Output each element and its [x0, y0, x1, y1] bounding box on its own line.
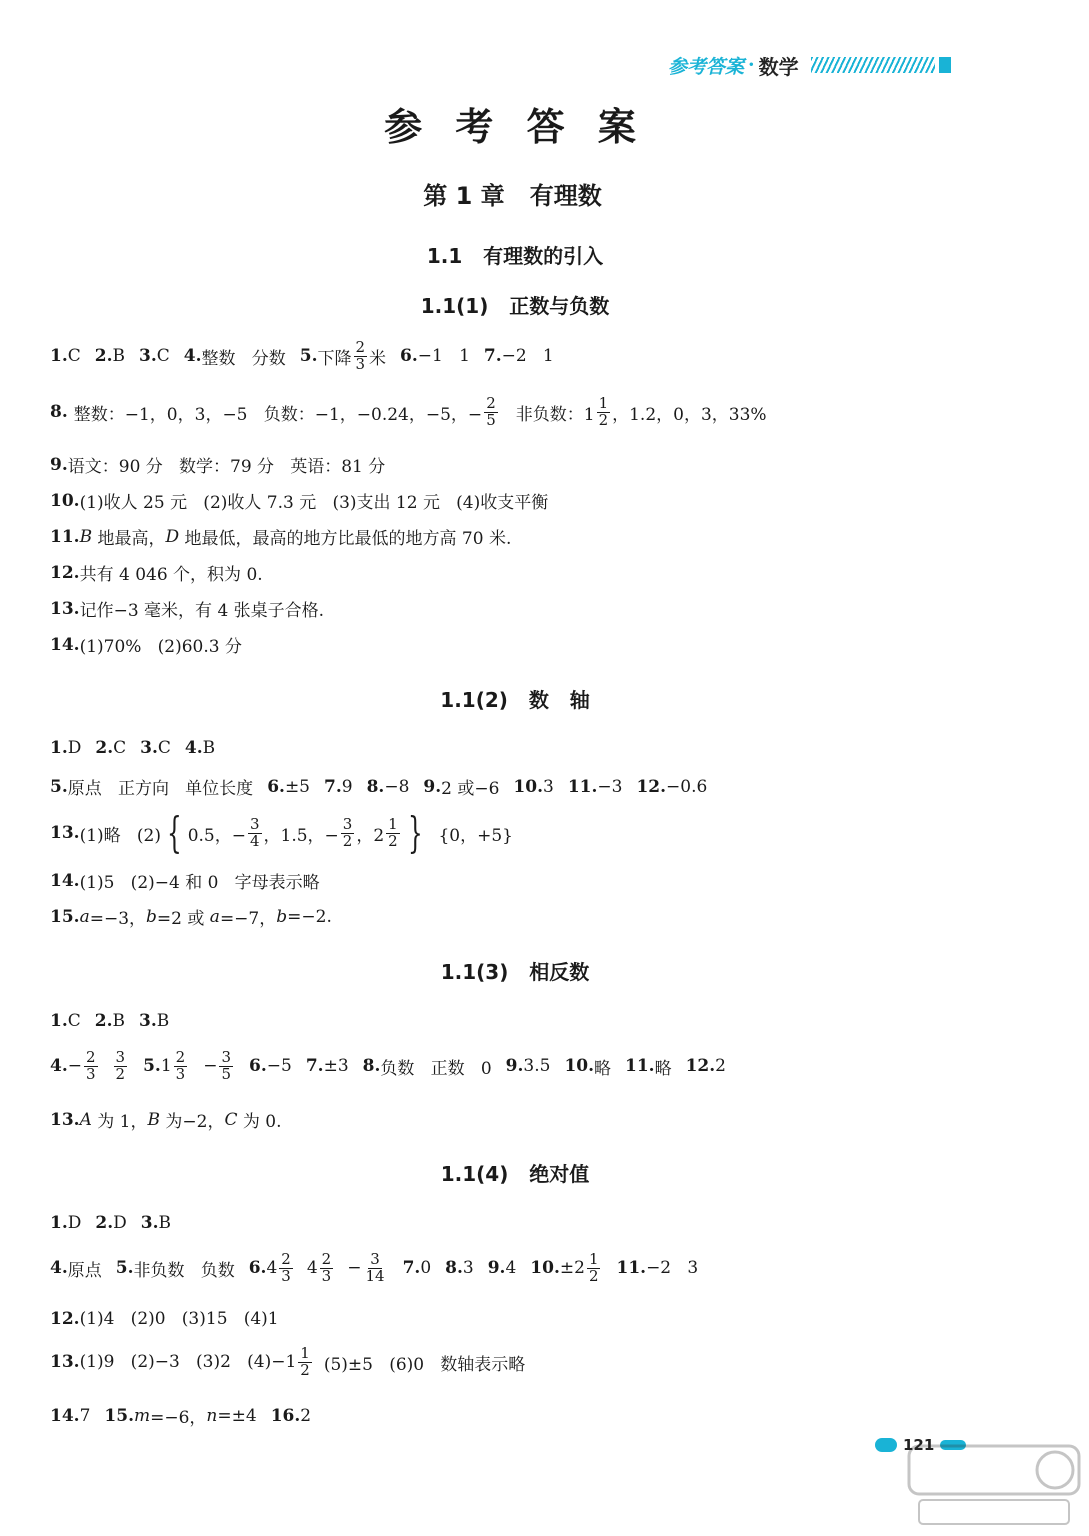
page-number-text: 121 [903, 1436, 935, 1454]
answer-line: 1. C 2. B 3. B [50, 1011, 170, 1031]
q-num: 6. [400, 346, 418, 367]
answer: 下降 [317, 348, 352, 369]
answer-line: 5. 原点 正方向 单位长度 6. ±5 7. 9 8. −8 9. 2 或−6 10. 3 11. −3 12. −0.6 [50, 776, 708, 799]
section-heading-1-1-2: 1.1(2) 数 轴 [440, 688, 590, 712]
q-num: 7. [483, 346, 502, 367]
answer: ，1.2，0，3，33% [612, 404, 767, 425]
q-num: 14. [50, 634, 80, 655]
fraction: $\frac{3}{14}$ [365, 1250, 385, 1285]
fraction: $\frac{1}{2}$ [598, 394, 609, 429]
answer-line [50, 488, 548, 513]
page-pill-left [875, 1438, 897, 1452]
section-heading-1-1-3: 1.1(3) 相反数 [440, 960, 590, 984]
answer: 整数 分数 [201, 348, 286, 369]
section-heading-1-1-1: 1.1(1) 正数与负数 [420, 294, 610, 318]
q-num: 5. [299, 346, 318, 367]
answer: 米 [369, 348, 387, 369]
q-num: 3. [139, 346, 157, 367]
answer-line [50, 632, 242, 657]
header-answers-label: 参考答案 [668, 55, 745, 78]
answer-line: 13. (1)略 (2) { 0.5，− $\frac{3}{4}$ ，1.5，− $\frac{3}{2}$ ，2 $\frac{1}{2}$ } {0，+5} [50, 808, 513, 857]
q-num: 11. [50, 526, 80, 547]
q-num: 12. [50, 562, 80, 583]
header-tag [668, 52, 951, 78]
chapter-heading: 第 1 章 有理数 [423, 182, 602, 210]
header-dot: · [748, 54, 755, 76]
fraction: $\frac{2}{3}$ [355, 338, 366, 373]
answer: C [156, 346, 170, 367]
answer-line: 14. 7 15. m =−6， n =±4 16. 2 [50, 1405, 312, 1428]
answer: −2 1 [501, 346, 554, 367]
fraction: $\frac{2}{3}$ [86, 1048, 96, 1083]
fraction: $\frac{2}{3}$ [281, 1250, 291, 1285]
answer-line: 1. D 2. C 3. C 4. B [50, 738, 216, 758]
answer-line [50, 340, 554, 373]
watermark-logo [905, 1440, 1085, 1530]
fraction: $\frac{2}{3}$ [321, 1250, 332, 1285]
answer: B [112, 346, 126, 367]
right-brace: } [407, 808, 423, 857]
fraction: $\frac{2}{5}$ [486, 394, 496, 429]
answer: −1 1 [417, 346, 470, 367]
answer-line: 14. (1)5 (2)−4 和 0 字母表示略 [50, 870, 320, 893]
q-num: 2. [94, 346, 113, 367]
fraction: $\frac{3}{2}$ [342, 814, 353, 850]
answer: 非负数：1 [515, 404, 595, 425]
answer: (1)收人 25 元 (2)收人 7.3 元 (3)支出 12 元 (4)收支平衡 [79, 493, 549, 513]
answer: (1)70% (2)60.3 分 [79, 637, 242, 657]
section-heading-1-1: 1.1 有理数的引入 [426, 244, 604, 268]
section-heading-1-1-4: 1.1(4) 绝对值 [440, 1162, 590, 1186]
header-subject: 数学 [758, 54, 799, 79]
fraction: $\frac{2}{3}$ [175, 1048, 186, 1083]
answer: 记作−3 毫米，有 4 张桌子合格. [79, 601, 325, 621]
fraction: $\frac{3}{4}$ [249, 814, 260, 850]
answer: 语文：90 分 数学：79 分 英语：81 分 [67, 457, 386, 477]
fraction: $\frac{1}{2}$ [588, 1250, 599, 1285]
header-hatch-block [939, 57, 951, 73]
q-num: 13. [50, 598, 80, 619]
fraction: $\frac{1}{2}$ [388, 814, 398, 850]
answer-line [50, 396, 767, 429]
answer-line: 4. − $\frac{2}{3}$ $\frac{3}{2}$ 5. 1 $\frac{2}{3}$ − $\frac{3}{5}$ 6. −5 7. ±3 8. 负数 正数 0 9. 3.5 10. 略 11. 略 12. 2 [50, 1048, 726, 1083]
q-num: 10. [50, 490, 80, 511]
header-hatch-decoration [811, 57, 935, 73]
page-title: 参 考 答 案 [384, 105, 646, 149]
answer-line: 13. A 为 1， B 为−2， C 为 0. [50, 1109, 282, 1132]
answer-line: 11. B 地最高， D 地最低，最高的地方比最低的地方高 70 米. [50, 526, 512, 549]
answer: 整数：−1，0，3，−5 负数：−1，−0.24，−5，− [73, 404, 483, 425]
answer: C [67, 346, 81, 367]
answer-line: 4. 原点 5. 非负数 负数 6. 4 $\frac{2}{3}$ 4 $\frac{2}{3}$ − $\frac{3}{14}$ 7. 0 8. 3 9. 4 10. ±2 $\frac{1}{2}$ 11. −2 3 [50, 1250, 699, 1285]
answer: 共有 4 046 个，积为 0. [79, 565, 263, 585]
answer-line: 13. (1)9 (2)−3 (3)2 (4)−1 $\frac{1}{2}$ (5)±5 (6)0 数轴表示略 [50, 1344, 526, 1379]
q-num: 9. [50, 454, 68, 475]
q-num: 1. [50, 346, 68, 367]
left-brace: { [166, 808, 182, 857]
q-num: 8. [50, 402, 68, 423]
answer-line [50, 452, 385, 477]
fraction: $\frac{3}{2}$ [115, 1048, 126, 1083]
answer-line [50, 560, 263, 585]
fraction: $\frac{3}{5}$ [221, 1048, 232, 1083]
answer-line: 1. D 2. D 3. B [50, 1213, 172, 1233]
answer-line: 15. a =−3， b =2 或 a =−7， b =−2. [50, 906, 332, 929]
answer-line: 12. (1)4 (2)0 (3)15 (4)1 [50, 1309, 279, 1329]
answer-line [50, 596, 324, 621]
q-num: 4. [183, 346, 202, 367]
fraction: $\frac{1}{2}$ [300, 1344, 310, 1379]
